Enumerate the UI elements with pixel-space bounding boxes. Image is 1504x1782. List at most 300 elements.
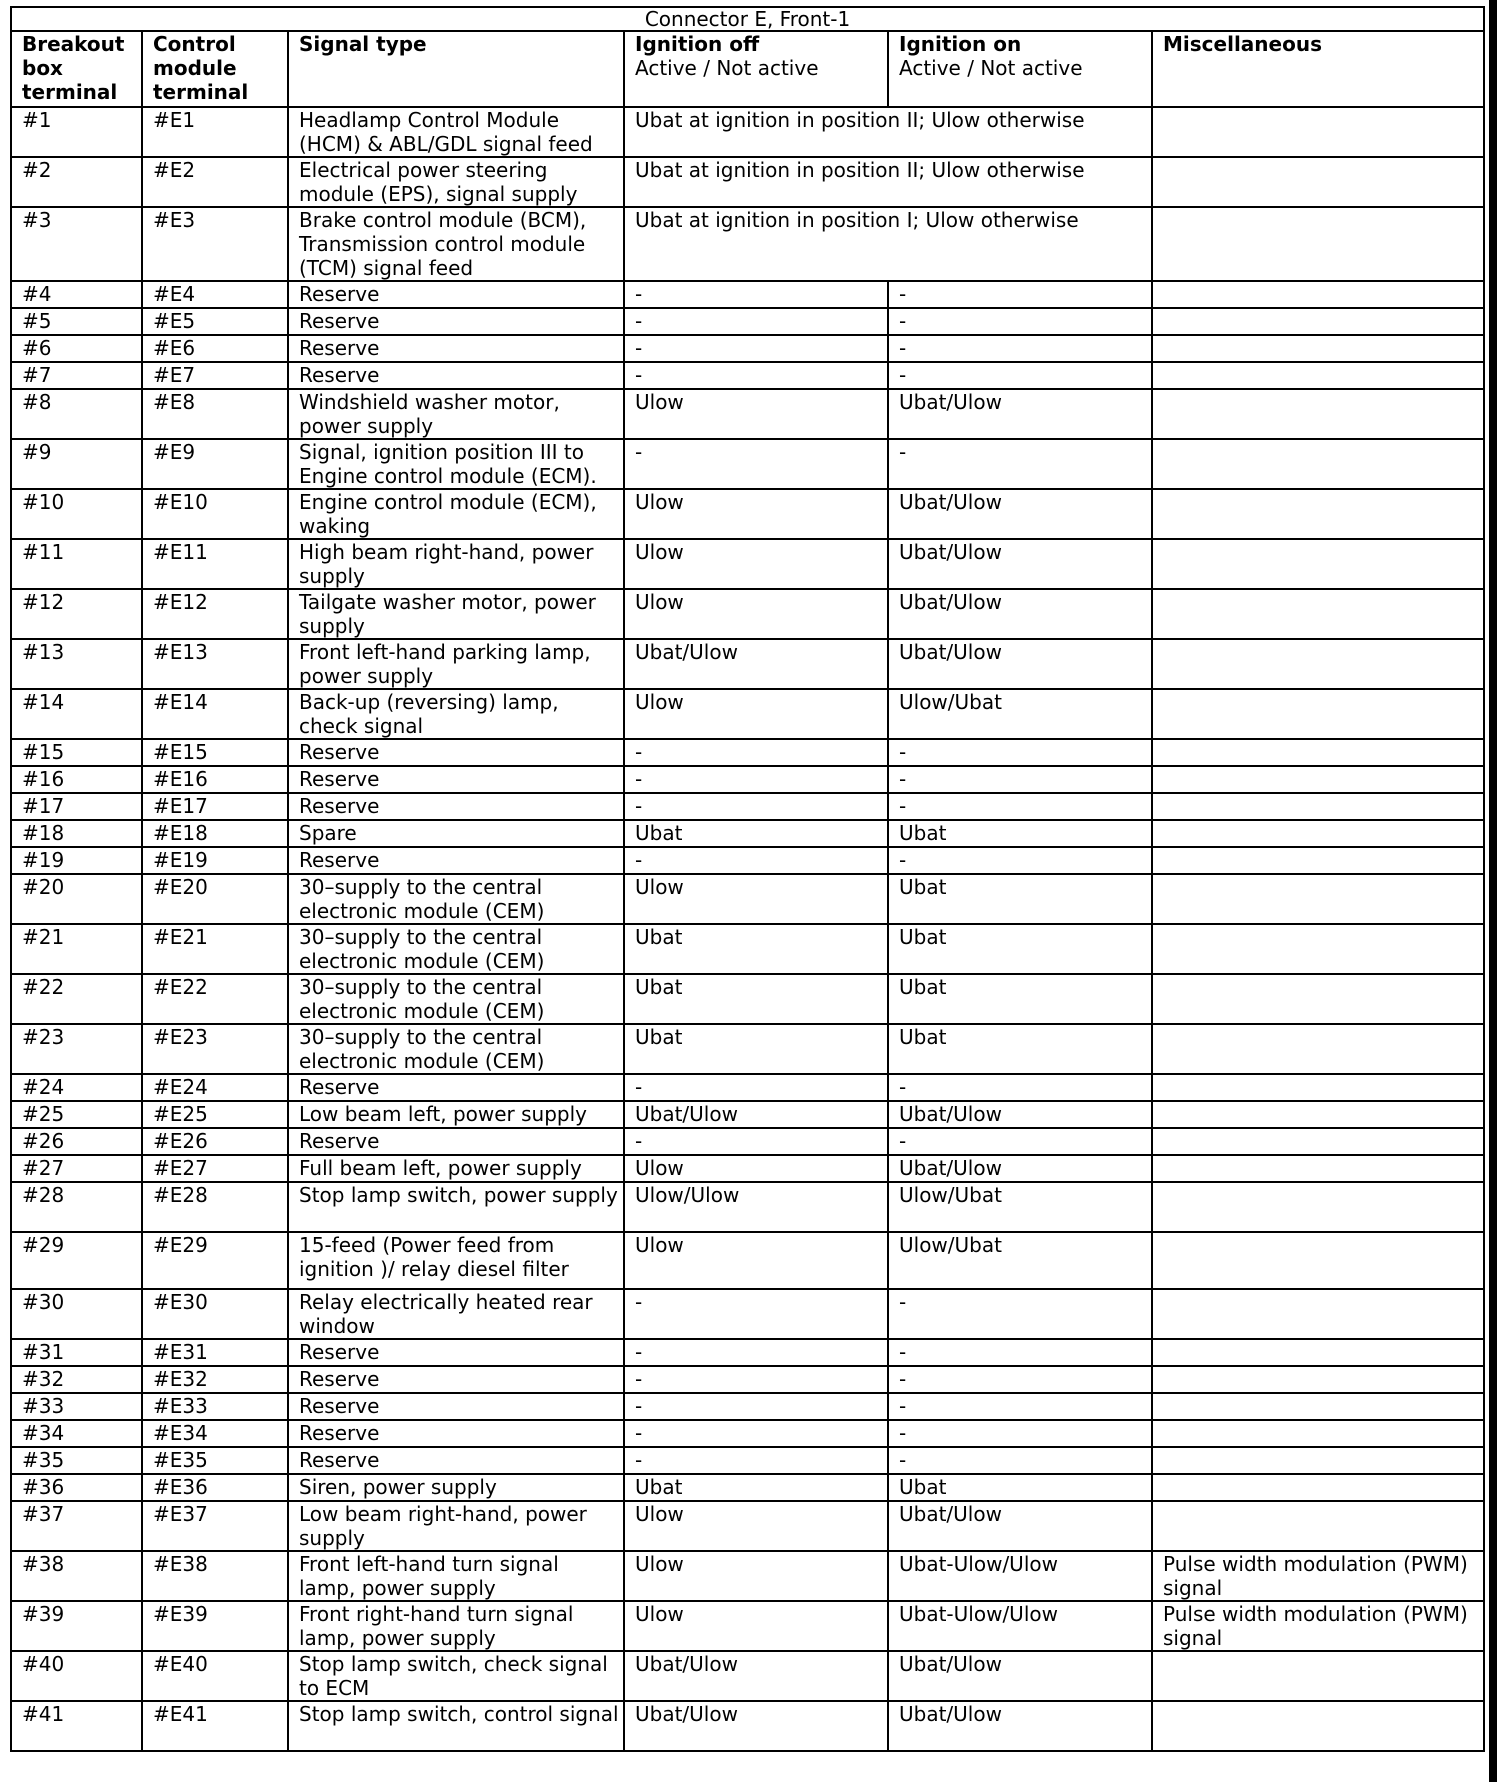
- miscellaneous-cell: [1152, 539, 1484, 589]
- miscellaneous-cell: [1152, 1366, 1484, 1393]
- ignition-on-cell: -: [888, 362, 1152, 389]
- breakout-terminal-cell: #33: [11, 1393, 142, 1420]
- signal-type-cell: Front right-hand turn signal lamp, power supply: [288, 1601, 624, 1651]
- ignition-off-cell: -: [624, 1447, 888, 1474]
- breakout-terminal-cell: #3: [11, 207, 142, 281]
- breakout-terminal-cell: #24: [11, 1074, 142, 1101]
- signal-type-cell: Tailgate washer motor, power supply: [288, 589, 624, 639]
- control-terminal-cell: #E29: [142, 1232, 288, 1289]
- signal-type-cell: Siren, power supply: [288, 1474, 624, 1501]
- header-ignition-off-label: Ignition off: [635, 32, 760, 56]
- control-terminal-cell: #E3: [142, 207, 288, 281]
- breakout-terminal-cell: #22: [11, 974, 142, 1024]
- signal-type-cell: Back-up (reversing) lamp, check signal: [288, 689, 624, 739]
- table-row: [11, 1232, 1484, 1289]
- ignition-off-cell: -: [624, 793, 888, 820]
- breakout-terminal-cell: #4: [11, 281, 142, 308]
- table-row: [11, 974, 1484, 1024]
- ignition-off-cell: Ubat: [624, 974, 888, 1024]
- control-terminal-cell: #E32: [142, 1366, 288, 1393]
- control-terminal-cell: #E19: [142, 847, 288, 874]
- miscellaneous-cell: [1152, 1420, 1484, 1447]
- breakout-terminal-cell: #41: [11, 1701, 142, 1751]
- signal-type-cell: 15-feed (Power feed from ignition )/ relay diesel filter: [288, 1232, 624, 1289]
- ignition-on-cell: -: [888, 1339, 1152, 1366]
- table-row: [11, 1474, 1484, 1501]
- control-terminal-cell: #E28: [142, 1182, 288, 1232]
- ignition-off-cell: Ubat/Ulow: [624, 1651, 888, 1701]
- table-row: [11, 847, 1484, 874]
- miscellaneous-cell: [1152, 766, 1484, 793]
- miscellaneous-cell: [1152, 1701, 1484, 1751]
- breakout-terminal-cell: #5: [11, 308, 142, 335]
- ignition-on-cell: Ubat: [888, 924, 1152, 974]
- ignition-off-cell: -: [624, 308, 888, 335]
- table-row: [11, 281, 1484, 308]
- table-row: [11, 439, 1484, 489]
- miscellaneous-cell: [1152, 639, 1484, 689]
- signal-type-cell: Full beam left, power supply: [288, 1155, 624, 1182]
- ignition-off-cell: -: [624, 1366, 888, 1393]
- breakout-terminal-cell: #19: [11, 847, 142, 874]
- breakout-terminal-cell: #27: [11, 1155, 142, 1182]
- miscellaneous-cell: [1152, 974, 1484, 1024]
- signal-type-cell: Signal, ignition position III to Engine control module (ECM).: [288, 439, 624, 489]
- table-row: [11, 1393, 1484, 1420]
- breakout-terminal-cell: #14: [11, 689, 142, 739]
- ignition-on-cell: Ubat/Ulow: [888, 1155, 1152, 1182]
- table-row: [11, 1420, 1484, 1447]
- signal-type-cell: Reserve: [288, 1447, 624, 1474]
- control-terminal-cell: #E20: [142, 874, 288, 924]
- ignition-off-cell: Ulow: [624, 1601, 888, 1651]
- ignition-off-cell: -: [624, 1074, 888, 1101]
- signal-type-cell: 30–supply to the central electronic module (CEM): [288, 874, 624, 924]
- table-title: Connector E, Front-1: [11, 7, 1484, 31]
- ignition-on-cell: Ubat: [888, 974, 1152, 1024]
- ignition-off-cell: Ulow: [624, 1501, 888, 1551]
- breakout-terminal-cell: #20: [11, 874, 142, 924]
- signal-type-cell: Reserve: [288, 847, 624, 874]
- miscellaneous-cell: [1152, 1128, 1484, 1155]
- table-row: [11, 1289, 1484, 1339]
- miscellaneous-cell: Pulse width modulation (PWM) signal: [1152, 1551, 1484, 1601]
- ignition-on-cell: Ubat/Ulow: [888, 539, 1152, 589]
- breakout-terminal-cell: #31: [11, 1339, 142, 1366]
- header-ignition-off: [624, 31, 888, 107]
- ignition-on-cell: -: [888, 439, 1152, 489]
- breakout-terminal-cell: #35: [11, 1447, 142, 1474]
- signal-type-cell: Headlamp Control Module (HCM) & ABL/GDL signal feed: [288, 107, 624, 157]
- ignition-off-cell: Ubat: [624, 1024, 888, 1074]
- breakout-terminal-cell: #29: [11, 1232, 142, 1289]
- ignition-on-cell: Ubat-Ulow/Ulow: [888, 1601, 1152, 1651]
- signal-type-cell: Reserve: [288, 1393, 624, 1420]
- breakout-terminal-cell: #28: [11, 1182, 142, 1232]
- ignition-off-cell: Ulow: [624, 689, 888, 739]
- control-terminal-cell: #E33: [142, 1393, 288, 1420]
- table-row: [11, 1447, 1484, 1474]
- miscellaneous-cell: [1152, 820, 1484, 847]
- ignition-off-cell: Ulow: [624, 489, 888, 539]
- table-row: [11, 207, 1484, 281]
- ignition-off-cell: -: [624, 847, 888, 874]
- header-signal-type: Signal type: [288, 31, 624, 107]
- signal-type-cell: Low beam left, power supply: [288, 1101, 624, 1128]
- breakout-terminal-cell: #1: [11, 107, 142, 157]
- control-terminal-cell: #E25: [142, 1101, 288, 1128]
- ignition-on-cell: Ubat: [888, 820, 1152, 847]
- ignition-off-cell: -: [624, 439, 888, 489]
- control-terminal-cell: #E22: [142, 974, 288, 1024]
- ignition-on-cell: -: [888, 1289, 1152, 1339]
- signal-type-cell: Stop lamp switch, power supply: [288, 1182, 624, 1232]
- header-ignition-on-label: Ignition on: [899, 32, 1022, 56]
- ignition-combined-cell: Ubat at ignition in position II; Ulow otherwise: [624, 107, 1152, 157]
- miscellaneous-cell: [1152, 157, 1484, 207]
- document-page: [10, 6, 1483, 1752]
- signal-type-cell: Front left-hand turn signal lamp, power supply: [288, 1551, 624, 1601]
- ignition-on-cell: Ulow/Ubat: [888, 689, 1152, 739]
- control-terminal-cell: #E38: [142, 1551, 288, 1601]
- table-row: [11, 157, 1484, 207]
- control-terminal-cell: #E24: [142, 1074, 288, 1101]
- miscellaneous-cell: [1152, 439, 1484, 489]
- signal-type-cell: Reserve: [288, 739, 624, 766]
- connector-signal-table: [10, 6, 1485, 1752]
- miscellaneous-cell: [1152, 1101, 1484, 1128]
- breakout-terminal-cell: #26: [11, 1128, 142, 1155]
- miscellaneous-cell: [1152, 589, 1484, 639]
- miscellaneous-cell: [1152, 389, 1484, 439]
- miscellaneous-cell: [1152, 1339, 1484, 1366]
- table-row: [11, 362, 1484, 389]
- control-terminal-cell: #E1: [142, 107, 288, 157]
- control-terminal-cell: #E6: [142, 335, 288, 362]
- table-row: [11, 308, 1484, 335]
- control-terminal-cell: #E21: [142, 924, 288, 974]
- ignition-off-cell: Ubat: [624, 820, 888, 847]
- table-row: [11, 1601, 1484, 1651]
- table-row: [11, 589, 1484, 639]
- ignition-on-cell: -: [888, 1074, 1152, 1101]
- miscellaneous-cell: [1152, 1447, 1484, 1474]
- ignition-on-cell: -: [888, 739, 1152, 766]
- miscellaneous-cell: [1152, 793, 1484, 820]
- table-row: [11, 1701, 1484, 1751]
- page-edge-bar: [1489, 0, 1497, 1782]
- ignition-on-cell: Ulow/Ubat: [888, 1232, 1152, 1289]
- ignition-off-cell: -: [624, 335, 888, 362]
- miscellaneous-cell: [1152, 1232, 1484, 1289]
- ignition-off-cell: Ulow: [624, 874, 888, 924]
- breakout-terminal-cell: #40: [11, 1651, 142, 1701]
- signal-type-cell: Windshield washer motor, power supply: [288, 389, 624, 439]
- header-breakout-box-terminal: Breakout box terminal: [11, 31, 142, 107]
- control-terminal-cell: #E17: [142, 793, 288, 820]
- ignition-on-cell: Ubat/Ulow: [888, 1701, 1152, 1751]
- miscellaneous-cell: [1152, 1024, 1484, 1074]
- control-terminal-cell: #E13: [142, 639, 288, 689]
- signal-type-cell: Front left-hand parking lamp, power supply: [288, 639, 624, 689]
- control-terminal-cell: #E39: [142, 1601, 288, 1651]
- miscellaneous-cell: [1152, 281, 1484, 308]
- breakout-terminal-cell: #8: [11, 389, 142, 439]
- table-row: [11, 489, 1484, 539]
- table-row: [11, 1651, 1484, 1701]
- breakout-terminal-cell: #12: [11, 589, 142, 639]
- table-row: [11, 820, 1484, 847]
- header-ignition-on: [888, 31, 1152, 107]
- table-title-row: [11, 7, 1484, 31]
- ignition-off-cell: Ulow: [624, 1155, 888, 1182]
- ignition-on-cell: -: [888, 766, 1152, 793]
- signal-type-cell: Reserve: [288, 1420, 624, 1447]
- table-row: [11, 389, 1484, 439]
- breakout-terminal-cell: #21: [11, 924, 142, 974]
- table-header-row: [11, 31, 1484, 107]
- ignition-off-cell: Ubat/Ulow: [624, 639, 888, 689]
- ignition-off-cell: -: [624, 739, 888, 766]
- ignition-off-cell: Ubat/Ulow: [624, 1701, 888, 1751]
- miscellaneous-cell: [1152, 1155, 1484, 1182]
- miscellaneous-cell: [1152, 689, 1484, 739]
- breakout-terminal-cell: #9: [11, 439, 142, 489]
- ignition-on-cell: Ubat/Ulow: [888, 1651, 1152, 1701]
- ignition-on-cell: -: [888, 1393, 1152, 1420]
- table-body: [11, 107, 1484, 1751]
- ignition-off-cell: -: [624, 362, 888, 389]
- signal-type-cell: Spare: [288, 820, 624, 847]
- control-terminal-cell: #E34: [142, 1420, 288, 1447]
- ignition-off-cell: Ubat: [624, 1474, 888, 1501]
- breakout-terminal-cell: #15: [11, 739, 142, 766]
- breakout-terminal-cell: #23: [11, 1024, 142, 1074]
- ignition-on-cell: -: [888, 281, 1152, 308]
- breakout-terminal-cell: #30: [11, 1289, 142, 1339]
- control-terminal-cell: #E37: [142, 1501, 288, 1551]
- table-row: [11, 539, 1484, 589]
- table-row: [11, 1339, 1484, 1366]
- ignition-off-cell: Ulow: [624, 589, 888, 639]
- ignition-combined-cell: Ubat at ignition in position I; Ulow otherwise: [624, 207, 1152, 281]
- ignition-off-cell: -: [624, 766, 888, 793]
- signal-type-cell: Reserve: [288, 1339, 624, 1366]
- breakout-terminal-cell: #2: [11, 157, 142, 207]
- breakout-terminal-cell: #16: [11, 766, 142, 793]
- breakout-terminal-cell: #32: [11, 1366, 142, 1393]
- ignition-off-cell: Ulow: [624, 1551, 888, 1601]
- miscellaneous-cell: Pulse width modulation (PWM) signal: [1152, 1601, 1484, 1651]
- control-terminal-cell: #E27: [142, 1155, 288, 1182]
- ignition-off-cell: Ulow: [624, 389, 888, 439]
- ignition-on-cell: -: [888, 1366, 1152, 1393]
- ignition-on-cell: -: [888, 793, 1152, 820]
- ignition-on-cell: -: [888, 847, 1152, 874]
- miscellaneous-cell: [1152, 1501, 1484, 1551]
- table-row: [11, 1366, 1484, 1393]
- miscellaneous-cell: [1152, 335, 1484, 362]
- signal-type-cell: Brake control module (BCM), Transmission control module (TCM) signal feed: [288, 207, 624, 281]
- control-terminal-cell: #E15: [142, 739, 288, 766]
- breakout-terminal-cell: #37: [11, 1501, 142, 1551]
- table-row: [11, 335, 1484, 362]
- table-row: [11, 793, 1484, 820]
- table-row: [11, 1074, 1484, 1101]
- miscellaneous-cell: [1152, 1289, 1484, 1339]
- control-terminal-cell: #E16: [142, 766, 288, 793]
- control-terminal-cell: #E10: [142, 489, 288, 539]
- ignition-on-cell: -: [888, 1420, 1152, 1447]
- ignition-on-cell: Ubat/Ulow: [888, 1501, 1152, 1551]
- ignition-on-cell: Ubat: [888, 1024, 1152, 1074]
- control-terminal-cell: #E5: [142, 308, 288, 335]
- ignition-off-cell: Ulow: [624, 539, 888, 589]
- signal-type-cell: Reserve: [288, 281, 624, 308]
- table-row: [11, 1101, 1484, 1128]
- ignition-off-cell: Ulow/Ulow: [624, 1182, 888, 1232]
- ignition-off-cell: Ulow: [624, 1232, 888, 1289]
- signal-type-cell: Reserve: [288, 362, 624, 389]
- miscellaneous-cell: [1152, 739, 1484, 766]
- signal-type-cell: Reserve: [288, 1074, 624, 1101]
- control-terminal-cell: #E7: [142, 362, 288, 389]
- signal-type-cell: Low beam right-hand, power supply: [288, 1501, 624, 1551]
- table-row: [11, 924, 1484, 974]
- miscellaneous-cell: [1152, 874, 1484, 924]
- signal-type-cell: Reserve: [288, 1366, 624, 1393]
- signal-type-cell: Stop lamp switch, control signal: [288, 1701, 624, 1751]
- breakout-terminal-cell: #17: [11, 793, 142, 820]
- signal-type-cell: Stop lamp switch, check signal to ECM: [288, 1651, 624, 1701]
- miscellaneous-cell: [1152, 489, 1484, 539]
- ignition-on-cell: -: [888, 1447, 1152, 1474]
- ignition-on-cell: Ubat: [888, 1474, 1152, 1501]
- ignition-off-cell: Ubat: [624, 924, 888, 974]
- signal-type-cell: 30–supply to the central electronic module (CEM): [288, 974, 624, 1024]
- miscellaneous-cell: [1152, 1182, 1484, 1232]
- signal-type-cell: Reserve: [288, 308, 624, 335]
- table-row: [11, 1501, 1484, 1551]
- table-row: [11, 739, 1484, 766]
- miscellaneous-cell: [1152, 1474, 1484, 1501]
- signal-type-cell: Reserve: [288, 1128, 624, 1155]
- control-terminal-cell: #E4: [142, 281, 288, 308]
- breakout-terminal-cell: #38: [11, 1551, 142, 1601]
- table-row: [11, 874, 1484, 924]
- signal-type-cell: High beam right-hand, power supply: [288, 539, 624, 589]
- table-row: [11, 107, 1484, 157]
- table-row: [11, 639, 1484, 689]
- control-terminal-cell: #E2: [142, 157, 288, 207]
- control-terminal-cell: #E18: [142, 820, 288, 847]
- breakout-terminal-cell: #18: [11, 820, 142, 847]
- control-terminal-cell: #E12: [142, 589, 288, 639]
- miscellaneous-cell: [1152, 924, 1484, 974]
- signal-type-cell: Reserve: [288, 766, 624, 793]
- miscellaneous-cell: [1152, 847, 1484, 874]
- control-terminal-cell: #E11: [142, 539, 288, 589]
- table-row: [11, 689, 1484, 739]
- ignition-off-cell: Ubat/Ulow: [624, 1101, 888, 1128]
- breakout-terminal-cell: #39: [11, 1601, 142, 1651]
- table-row: [11, 1182, 1484, 1232]
- ignition-off-cell: -: [624, 1128, 888, 1155]
- miscellaneous-cell: [1152, 1074, 1484, 1101]
- miscellaneous-cell: [1152, 207, 1484, 281]
- control-terminal-cell: #E35: [142, 1447, 288, 1474]
- header-ignition-off-subtitle: Active / Not active: [635, 56, 819, 80]
- ignition-combined-cell: Ubat at ignition in position II; Ulow otherwise: [624, 157, 1152, 207]
- control-terminal-cell: #E8: [142, 389, 288, 439]
- ignition-on-cell: Ulow/Ubat: [888, 1182, 1152, 1232]
- control-terminal-cell: #E26: [142, 1128, 288, 1155]
- ignition-on-cell: Ubat/Ulow: [888, 489, 1152, 539]
- ignition-on-cell: -: [888, 335, 1152, 362]
- control-terminal-cell: #E40: [142, 1651, 288, 1701]
- breakout-terminal-cell: #34: [11, 1420, 142, 1447]
- ignition-off-cell: -: [624, 1289, 888, 1339]
- miscellaneous-cell: [1152, 107, 1484, 157]
- table-row: [11, 1155, 1484, 1182]
- breakout-terminal-cell: #36: [11, 1474, 142, 1501]
- table-row: [11, 1551, 1484, 1601]
- ignition-off-cell: -: [624, 1393, 888, 1420]
- signal-type-cell: Engine control module (ECM), waking: [288, 489, 624, 539]
- breakout-terminal-cell: #25: [11, 1101, 142, 1128]
- ignition-off-cell: -: [624, 1339, 888, 1366]
- header-control-module-terminal: Control module terminal: [142, 31, 288, 107]
- signal-type-cell: Relay electrically heated rear window: [288, 1289, 624, 1339]
- header-miscellaneous: Miscellaneous: [1152, 31, 1484, 107]
- signal-type-cell: Reserve: [288, 335, 624, 362]
- control-terminal-cell: #E23: [142, 1024, 288, 1074]
- breakout-terminal-cell: #10: [11, 489, 142, 539]
- control-terminal-cell: #E31: [142, 1339, 288, 1366]
- control-terminal-cell: #E9: [142, 439, 288, 489]
- ignition-on-cell: Ubat/Ulow: [888, 1101, 1152, 1128]
- ignition-off-cell: -: [624, 281, 888, 308]
- control-terminal-cell: #E36: [142, 1474, 288, 1501]
- signal-type-cell: 30–supply to the central electronic module (CEM): [288, 1024, 624, 1074]
- ignition-on-cell: Ubat-Ulow/Ulow: [888, 1551, 1152, 1601]
- control-terminal-cell: #E30: [142, 1289, 288, 1339]
- breakout-terminal-cell: #11: [11, 539, 142, 589]
- breakout-terminal-cell: #7: [11, 362, 142, 389]
- table-row: [11, 1024, 1484, 1074]
- signal-type-cell: Reserve: [288, 793, 624, 820]
- signal-type-cell: Electrical power steering module (EPS), signal supply: [288, 157, 624, 207]
- table-row: [11, 766, 1484, 793]
- ignition-on-cell: -: [888, 1128, 1152, 1155]
- ignition-off-cell: -: [624, 1420, 888, 1447]
- ignition-on-cell: Ubat: [888, 874, 1152, 924]
- table-row: [11, 1128, 1484, 1155]
- breakout-terminal-cell: #6: [11, 335, 142, 362]
- ignition-on-cell: Ubat/Ulow: [888, 589, 1152, 639]
- miscellaneous-cell: [1152, 1393, 1484, 1420]
- control-terminal-cell: #E14: [142, 689, 288, 739]
- ignition-on-cell: Ubat/Ulow: [888, 389, 1152, 439]
- ignition-on-cell: Ubat/Ulow: [888, 639, 1152, 689]
- miscellaneous-cell: [1152, 308, 1484, 335]
- signal-type-cell: 30–supply to the central electronic module (CEM): [288, 924, 624, 974]
- breakout-terminal-cell: #13: [11, 639, 142, 689]
- miscellaneous-cell: [1152, 1651, 1484, 1701]
- header-ignition-on-subtitle: Active / Not active: [899, 56, 1083, 80]
- control-terminal-cell: #E41: [142, 1701, 288, 1751]
- ignition-on-cell: -: [888, 308, 1152, 335]
